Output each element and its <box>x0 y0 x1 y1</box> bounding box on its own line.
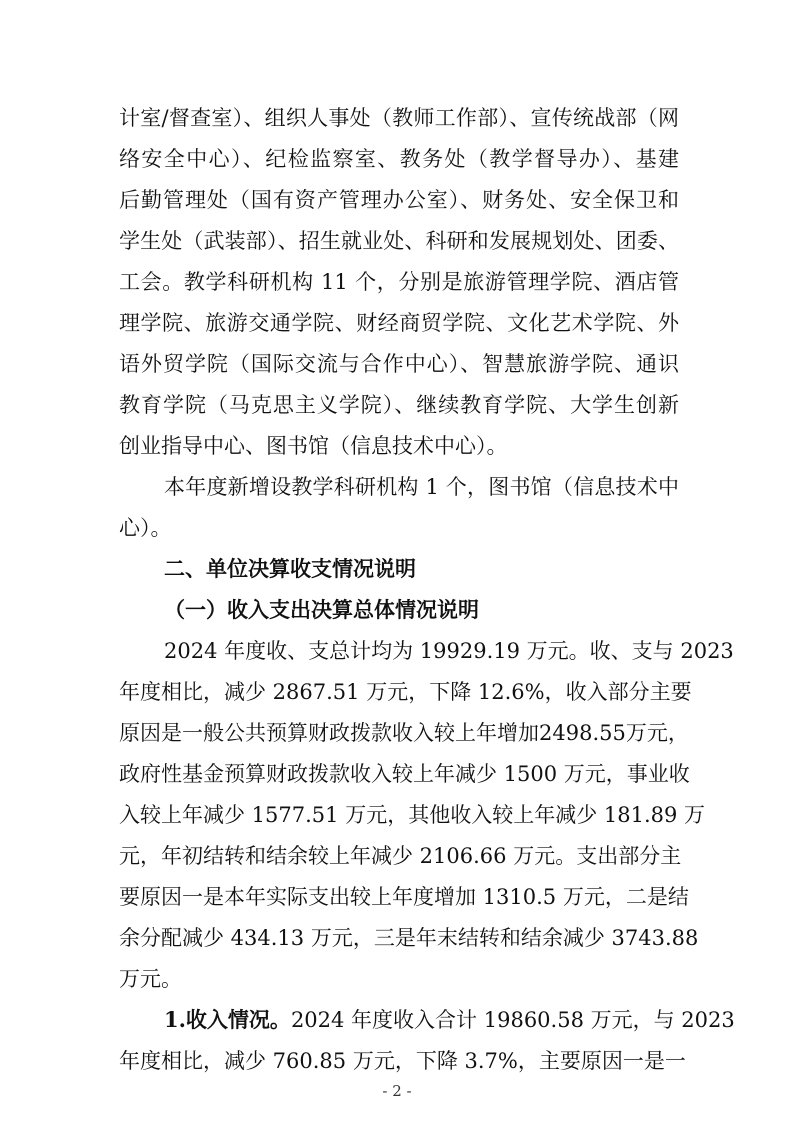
paragraph-line: 年度相比，减少 760.85 万元，下降 3.7%，主要原因一是一 <box>119 1049 686 1073</box>
section-heading: 二、单位决算收支情况说明 <box>164 556 416 581</box>
paragraph-line: 心）。 <box>119 516 172 540</box>
paragraph-line: 余分配减少 434.13 万元，三是年末结转和结余减少 3743.88 <box>119 926 699 950</box>
paragraph-line: 元，年初结转和结余较上年减少 2106.66 万元。支出部分主 <box>119 844 682 868</box>
paragraph-line: 后勤管理处（国有资产管理办公室）、财务处、安全保卫和 <box>119 188 679 212</box>
paragraph-line: 政府性基金预算财政拨款收入较上年减少 1500 万元，事业收 <box>119 762 690 786</box>
paragraph-line: 万元。 <box>119 967 182 991</box>
paragraph-line: 学生处（武装部）、招生就业处、科研和发展规划处、团委、 <box>119 229 679 253</box>
paragraph-line: 年度相比，减少 2867.51 万元，下降 12.6%，收入部分主要 <box>119 680 692 704</box>
paragraph-line: 要原因一是本年实际支出较上年度增加 1310.5 万元，二是结 <box>119 885 689 909</box>
paragraph-line: 理学院、旅游交通学院、财经商贸学院、文化艺术学院、外 <box>119 311 679 335</box>
paragraph-line: 计室/督查室）、组织人事处（教师工作部）、宣传统战部（网 <box>119 106 679 130</box>
paragraph-line: 本年度新增设教学科研机构 1 个，图书馆（信息技术中 <box>164 475 679 499</box>
paragraph-line: 语外贸学院（国际交流与合作中心）、智慧旅游学院、通识 <box>119 352 679 376</box>
paragraph-lead: 1.收入情况。 <box>164 1007 291 1032</box>
paragraph-line: 创业指导中心、图书馆（信息技术中心）。 <box>119 434 508 458</box>
paragraph-line: 2024 年度收、支总计均为 19929.19 万元。收、支与 2023 <box>164 639 734 663</box>
paragraph-text: 2024 年度收入合计 19860.58 万元，与 2023 <box>290 1008 735 1032</box>
paragraph-line: 教育学院（马克思主义学院）、继续教育学院、大学生创新 <box>119 393 679 417</box>
page-number: - 2 - <box>382 1082 412 1100</box>
paragraph-line: 原因是一般公共预算财政拨款收入较上年增加2498.55万元， <box>119 721 689 745</box>
paragraph-line: 入较上年减少 1577.51 万元，其他收入较上年减少 181.89 万 <box>119 803 706 827</box>
subsection-heading: （一）收入支出决算总体情况说明 <box>164 597 479 622</box>
paragraph-line: 络安全中心）、纪检监察室、教务处（教学督导办）、基建 <box>119 147 679 171</box>
paragraph-line: 工会。教学科研机构 11 个，分别是旅游管理学院、酒店管 <box>119 270 679 294</box>
paragraph-line <box>164 1006 735 1034</box>
